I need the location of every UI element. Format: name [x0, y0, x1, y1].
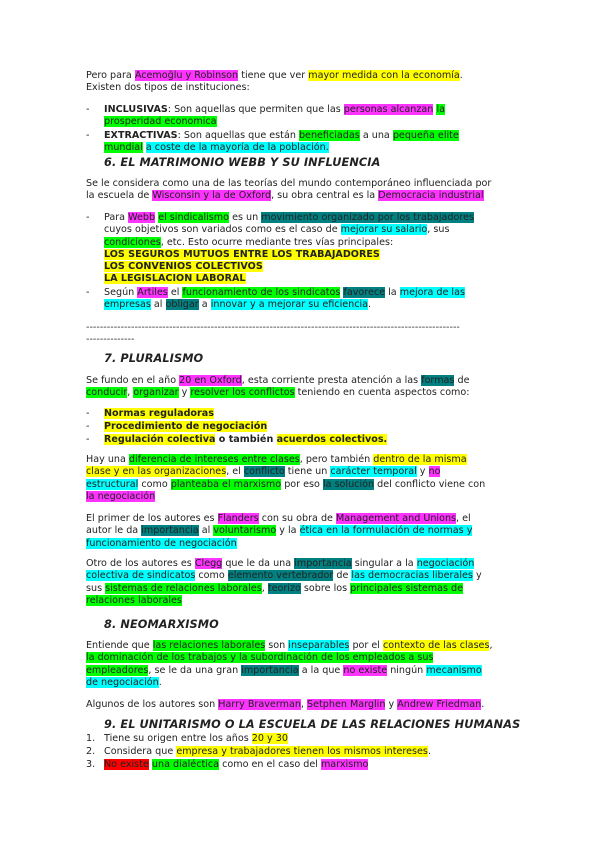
- text: de: [333, 570, 352, 582]
- highlight: importancia: [241, 664, 299, 676]
- highlight: 20 y 30: [251, 733, 288, 744]
- highlight: ética en la formulación de normas y: [299, 525, 473, 537]
- text: ,: [489, 640, 493, 651]
- highlight: carácter temporal: [330, 466, 417, 478]
- highlight: empresa y trabajadores tienen los mismos intereses: [176, 746, 428, 757]
- text: El primer de los autores es: [86, 513, 218, 524]
- text: autor le da: [86, 525, 142, 537]
- list-item-procedimiento: [86, 421, 518, 433]
- highlight: Procedimiento de negociación: [104, 421, 268, 432]
- text: Según: [104, 287, 138, 298]
- text: por eso: [281, 478, 323, 490]
- highlight: no: [428, 466, 441, 478]
- highlight: Artiles: [137, 287, 168, 298]
- section-heading-7: 7. PLURALISMO: [104, 352, 204, 365]
- text: con su obra de: [258, 513, 336, 524]
- highlight: beneficiadas: [298, 130, 360, 141]
- highlight: obligar: [165, 299, 199, 311]
- highlight: Webb: [128, 212, 156, 223]
- highlight: Wisconsin y la de Oxford: [152, 190, 272, 202]
- list-item-artiles: [86, 287, 518, 312]
- separator-line: ------------------------------------------------------------------------------------------------------------: [86, 322, 460, 333]
- highlight: Clegg: [194, 558, 223, 569]
- highlight: contexto de las clases: [383, 640, 490, 651]
- text: a una: [359, 130, 393, 141]
- highlight: funcionamiento de los sindicatos: [182, 287, 341, 298]
- text: por el: [349, 640, 384, 651]
- highlight: negociación: [416, 558, 475, 569]
- highlight: colectiva de sindicatos: [86, 570, 196, 582]
- highlight: movimiento organizado por los trabajadores: [261, 212, 474, 223]
- section-heading-8: 8. NEOMARXISMO: [104, 618, 219, 631]
- highlight: inseparables: [288, 640, 350, 651]
- highlight: Regulación colectiva: [104, 434, 216, 445]
- text: como en el caso del: [219, 759, 321, 770]
- pluralismo-paragraph: [86, 375, 518, 400]
- highlight: empleadores: [86, 664, 149, 676]
- bullet-dash: -: [86, 434, 90, 445]
- text: de: [454, 375, 470, 386]
- text: Algunos de los autores son: [86, 699, 219, 710]
- highlight: resolver los conflictos: [190, 387, 295, 399]
- text: Se le considera como una de las teorías del mundo contemporáneo influenciada por: [86, 178, 492, 189]
- text: a la que: [298, 664, 344, 676]
- highlight: Management and Unions: [335, 513, 457, 524]
- text: Tiene su origen entre los años: [104, 733, 252, 744]
- highlight: marxismo: [320, 759, 369, 770]
- text: como: [195, 570, 228, 582]
- term: INCLUSIVAS: [104, 104, 168, 115]
- text: .: [158, 676, 162, 688]
- highlight: 20 en Oxford: [179, 375, 242, 386]
- highlight: mejora de las: [399, 287, 465, 298]
- text: y: [178, 387, 191, 399]
- list-item-webb: [86, 212, 518, 286]
- highlight: importancia: [294, 558, 352, 569]
- text: la: [385, 287, 400, 298]
- text: que le da una: [222, 558, 295, 569]
- highlight: elemento vertebrador: [227, 570, 334, 582]
- text: ,: [300, 699, 308, 710]
- text: como: [138, 478, 171, 490]
- numbered-item-1: [86, 733, 518, 745]
- text: : Son aquellas que permiten que las: [167, 104, 344, 115]
- clegg-paragraph: [86, 558, 518, 607]
- highlight: relaciones laborales: [86, 594, 182, 606]
- highlight: formas: [421, 375, 455, 386]
- text: , el: [226, 466, 244, 478]
- text: al: [150, 299, 166, 311]
- highlight: organizar: [133, 387, 179, 399]
- text: son: [265, 640, 289, 651]
- text: a: [198, 299, 211, 311]
- bullet-dash: -: [86, 421, 90, 432]
- highlight: a coste de la mayoría de la población.: [145, 142, 329, 154]
- highlight: prosperidad economica: [104, 116, 217, 128]
- text: al: [198, 525, 214, 537]
- text: teniendo en cuenta aspectos como:: [294, 387, 470, 399]
- highlight: dentro de la misma: [373, 454, 467, 465]
- text: .: [427, 746, 431, 757]
- text: , esta corriente presta atención a las: [241, 375, 422, 386]
- highlight: LA LEGISLACION LABORAL: [104, 273, 246, 285]
- highlight: las relaciones laborales: [152, 640, 266, 651]
- highlight: sistemas de relaciones laborales: [105, 582, 262, 594]
- highlight: mejorar su salario: [340, 224, 428, 236]
- list-item-extractivas: [86, 130, 518, 155]
- webb-paragraph: [86, 178, 518, 203]
- highlight: una dialéctica: [151, 759, 220, 770]
- highlight: conducir: [86, 387, 128, 399]
- text: Entiende que: [86, 640, 153, 651]
- highlight: LOS SEGUROS MUTUOS ENTRE LOS TRABAJADORES: [104, 248, 380, 260]
- highlight: LOS CONVENIOS COLECTIVOS: [104, 261, 263, 273]
- highlight: Setphen Marglin: [307, 699, 386, 710]
- highlight: principales sistemas de: [350, 582, 464, 594]
- text: Pero para: [86, 70, 135, 81]
- text: .: [368, 299, 372, 311]
- intro-paragraph: [86, 70, 518, 95]
- section-heading-9: 9. EL UNITARISMO O LA ESCUELA DE LAS RELACIONES HUMANAS: [104, 718, 521, 731]
- highlight: la: [436, 104, 445, 115]
- bullet-dash: -: [86, 130, 90, 141]
- text: ningún: [387, 664, 427, 676]
- neomarxismo-paragraph: [86, 640, 518, 689]
- text: , etc. Esto ocurre mediante tres vías principales:: [160, 236, 394, 248]
- highlight: clase y en las organizaciones: [86, 466, 227, 478]
- highlight: el sindicalismo: [158, 212, 230, 223]
- text: , sus: [427, 224, 450, 236]
- highlight: mundial: [104, 142, 143, 154]
- highlight: estructural: [86, 478, 139, 490]
- highlight: la negociación: [86, 490, 156, 502]
- text: , se le da una gran: [148, 664, 242, 676]
- conflict-paragraph: [86, 454, 518, 503]
- highlight: la solución: [322, 478, 375, 490]
- bullet-dash: -: [86, 104, 90, 115]
- highlight: la dominación de los trabajos y la subordinación de los empleados a sus: [86, 652, 434, 664]
- text: Para: [104, 212, 129, 223]
- highlight: importancia: [141, 525, 199, 537]
- authors-paragraph: [86, 699, 518, 711]
- highlight: empresas: [104, 299, 151, 311]
- highlight: de negociación: [86, 676, 159, 688]
- text: , pero también: [299, 454, 374, 465]
- text: Se fundo en el año: [86, 375, 180, 386]
- numbered-item-3: [86, 759, 518, 771]
- highlight: innovar y a mejorar su eficiencia: [210, 299, 369, 311]
- text: o también: [215, 434, 277, 445]
- text: y: [385, 699, 398, 710]
- text: singular a la: [351, 558, 417, 569]
- highlight: planteaba el marxismo: [170, 478, 282, 490]
- text: y la: [276, 525, 300, 537]
- highlight: Andrew Friedman: [397, 699, 482, 710]
- highlight: Normas reguladoras: [104, 408, 214, 419]
- text: el: [167, 287, 183, 298]
- item-number: 2.: [86, 746, 96, 757]
- text: .: [481, 699, 485, 710]
- text: Otro de los autores es: [86, 558, 195, 569]
- highlight: conflicto: [243, 466, 285, 478]
- dashed-separator: [86, 322, 518, 346]
- numbered-item-2: [86, 746, 518, 758]
- highlight: no existe: [343, 664, 388, 676]
- text: tiene que ver: [238, 70, 309, 81]
- text: cuyos objetivos son variados como es el caso de: [104, 224, 341, 236]
- highlight: pequeña elite: [392, 130, 459, 141]
- bullet-dash: -: [86, 212, 90, 223]
- item-number: 3.: [86, 759, 96, 770]
- highlight: acuerdos colectivos.: [276, 434, 388, 445]
- text: sus: [86, 582, 106, 594]
- section-heading-6: 6. EL MATRIMONIO WEBB Y SU INFLUENCIA: [104, 156, 381, 169]
- item-number: 1.: [86, 733, 96, 744]
- list-item-regulacion: [86, 434, 518, 446]
- highlight: diferencia de intereses entre clases: [128, 454, 300, 465]
- term: EXTRACTIVAS: [104, 130, 178, 141]
- highlight: personas alcanzan: [343, 104, 434, 115]
- text: .: [459, 70, 463, 81]
- highlight: Harry Braverman: [218, 699, 301, 710]
- highlight: teorizo: [267, 582, 301, 594]
- text: , su obra central es la: [271, 190, 379, 202]
- highlight: mayor medida con la economía: [308, 70, 460, 81]
- text: ,: [261, 582, 268, 594]
- text: Considera que: [104, 746, 177, 757]
- text: Hay una: [86, 454, 129, 465]
- list-item-normas: [86, 408, 518, 420]
- text: y: [416, 466, 429, 478]
- text: sobre los: [300, 582, 351, 594]
- text: : Son aquellas que están: [177, 130, 299, 141]
- highlight: mecanismo: [426, 664, 482, 676]
- flanders-paragraph: [86, 513, 518, 550]
- highlight: funcionamiento de negociación: [86, 537, 237, 549]
- text: , el: [456, 513, 471, 524]
- list-item-inclusivas: [86, 104, 518, 129]
- highlight: No existe: [104, 759, 149, 770]
- highlight: Flanders: [217, 513, 259, 524]
- bullet-dash: -: [86, 287, 90, 298]
- highlight: las democracias liberales: [351, 570, 473, 582]
- highlight: favorece: [343, 287, 386, 298]
- separator-line: --------------: [86, 334, 135, 345]
- text: Existen dos tipos de instituciones:: [86, 82, 250, 94]
- text: la escuela de: [86, 190, 153, 202]
- text: y: [472, 570, 482, 582]
- text: es un: [229, 212, 262, 223]
- highlight: condiciones: [104, 236, 161, 248]
- bullet-dash: -: [86, 408, 90, 419]
- highlight: Acemoğlu y Robinson: [134, 70, 239, 81]
- highlight: Democracia industrial: [378, 190, 484, 202]
- text: ,: [127, 387, 134, 399]
- text: del conflicto viene con: [374, 478, 486, 490]
- highlight: voluntarismo: [213, 525, 277, 537]
- text: tiene un: [284, 466, 331, 478]
